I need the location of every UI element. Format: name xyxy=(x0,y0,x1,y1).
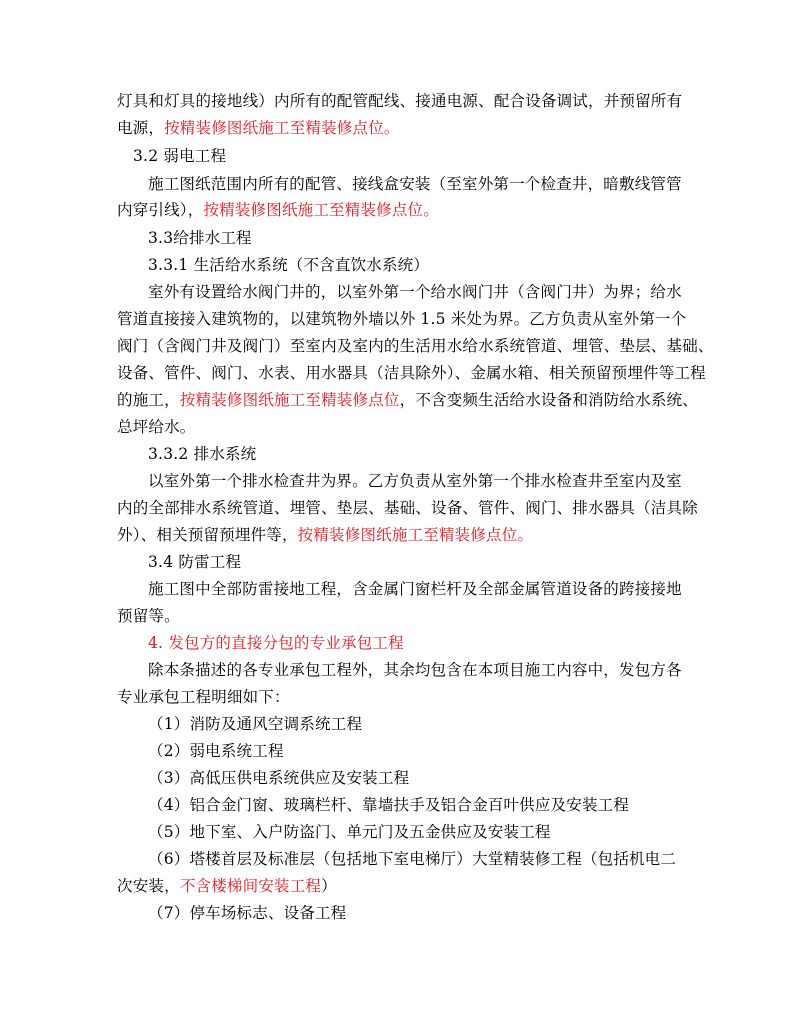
text-segment: 3.3.2 排水系统 xyxy=(148,445,257,463)
text-segment: 3.4 防雷工程 xyxy=(148,553,242,571)
text-segment: （5）地下室、入户防盗门、单元门及五金供应及安装工程 xyxy=(148,823,551,841)
list-item xyxy=(148,822,551,842)
section-heading xyxy=(148,444,256,464)
list-item xyxy=(148,849,676,869)
highlighted-text: 4. 发包方的直接分包的专业承包工程 xyxy=(148,634,404,652)
section-heading xyxy=(133,146,226,166)
text-line xyxy=(117,91,682,111)
text-line xyxy=(117,417,196,437)
text-line xyxy=(117,606,180,626)
text-line xyxy=(148,174,682,194)
text-segment: 电源， xyxy=(117,119,165,137)
highlighted-text: 按精装修图纸施工至精装修点位。 xyxy=(203,201,439,219)
list-item xyxy=(148,795,629,815)
text-segment: 灯具和灯具的接地线）内所有的配管配线、接通电源、配合设备调试，并预留所有 xyxy=(117,92,683,110)
text-segment: 管道直接接入建筑物的，以建筑物外墙以外 1.5 米处为界。乙方负责从室外第一个 xyxy=(117,310,687,328)
text-segment: （1）消防及通风空调系统工程 xyxy=(148,715,363,733)
text-segment: 专业承包工程明细如下： xyxy=(117,688,290,706)
text-segment: （6）塔楼首层及标准层（包括地下室电梯厅）大堂精装修工程（包括机电二 xyxy=(148,850,677,868)
text-segment: 阀门（含阀门井及阀门）至室内及室内的生活用水给水系统管道、埋管、垫层、基础、 xyxy=(117,337,714,355)
text-segment: 以室外第一个排水检查井为界。乙方负责从室外第一个排水检查井至室内及室 xyxy=(148,472,682,490)
text-line xyxy=(148,579,682,599)
text-segment: （3）高低压供电系统供应及安装工程 xyxy=(148,769,410,787)
text-segment: （4）铝合金门窗、玻璃栏杆、靠墙扶手及铝合金百叶供应及安装工程 xyxy=(148,796,630,814)
text-segment: （2）弱电系统工程 xyxy=(148,742,284,760)
text-segment: 室外有设置给水阀门井的，以室外第一个给水阀门井（含阀门井）为界；给水 xyxy=(148,283,682,301)
list-item xyxy=(148,741,284,761)
text-segment: （7）停车场标志、设备工程 xyxy=(148,904,347,922)
text-line xyxy=(117,363,706,383)
text-line xyxy=(117,309,686,329)
highlighted-text: 不含楼梯间安装工程 xyxy=(179,877,322,895)
text-line xyxy=(117,525,533,545)
section-heading xyxy=(148,255,429,275)
list-item xyxy=(148,714,362,734)
text-segment: 外）、相关预留预埋件等， xyxy=(117,526,298,544)
list-item xyxy=(148,903,346,923)
highlighted-text: 按精装修图纸施工至精装修点位 xyxy=(179,391,400,409)
text-segment: 3.3给排水工程 xyxy=(148,229,252,247)
text-segment: ） xyxy=(321,877,337,895)
text-segment: 的施工， xyxy=(117,391,180,409)
text-segment: 3.2 弱电工程 xyxy=(133,147,227,165)
text-segment: 内的全部排水系统管道、埋管、垫层、基础、设备、管件、阀门、排水器具（洁具除 xyxy=(117,499,698,517)
section-heading xyxy=(148,228,252,248)
text-line xyxy=(148,471,682,491)
text-line xyxy=(148,660,682,680)
text-line xyxy=(117,336,714,356)
text-segment: 施工图纸范围内所有的配管、接线盒安装（至室外第一个检查井，暗敷线管管 xyxy=(148,175,682,193)
text-segment: 设备、管件、阀门、水表、用水器具（洁具除外）、金属水箱、相关预留预埋件等工程 xyxy=(117,364,706,382)
text-segment: ，不含变频生活给水设备和消防给水系统、 xyxy=(399,391,698,409)
text-segment: 预留等。 xyxy=(117,607,180,625)
text-segment: 内穿引线）， xyxy=(117,201,204,219)
text-line xyxy=(117,118,400,138)
text-line xyxy=(117,390,698,410)
section-heading xyxy=(148,633,404,653)
text-segment: 总坪给水。 xyxy=(117,418,196,436)
text-line xyxy=(117,876,337,896)
text-line xyxy=(117,687,290,707)
highlighted-text: 按精装修图纸施工至精装修点位。 xyxy=(297,526,534,544)
text-segment: 次安装， xyxy=(117,877,180,895)
section-heading xyxy=(148,552,241,572)
text-line xyxy=(117,498,698,518)
highlighted-text: 按精装修图纸施工至精装修点位。 xyxy=(164,119,400,137)
list-item xyxy=(148,768,409,788)
text-line xyxy=(148,282,682,302)
text-segment: 施工图中全部防雷接地工程，含金属门窗栏杆及全部金属管道设备的跨接接地 xyxy=(148,580,682,598)
text-segment: 3.3.1 生活给水系统（不含直饮水系统） xyxy=(148,256,430,274)
text-segment: 除本条描述的各专业承包工程外，其余均包含在本项目施工内容中，发包方各 xyxy=(148,661,682,679)
text-line xyxy=(117,200,439,220)
